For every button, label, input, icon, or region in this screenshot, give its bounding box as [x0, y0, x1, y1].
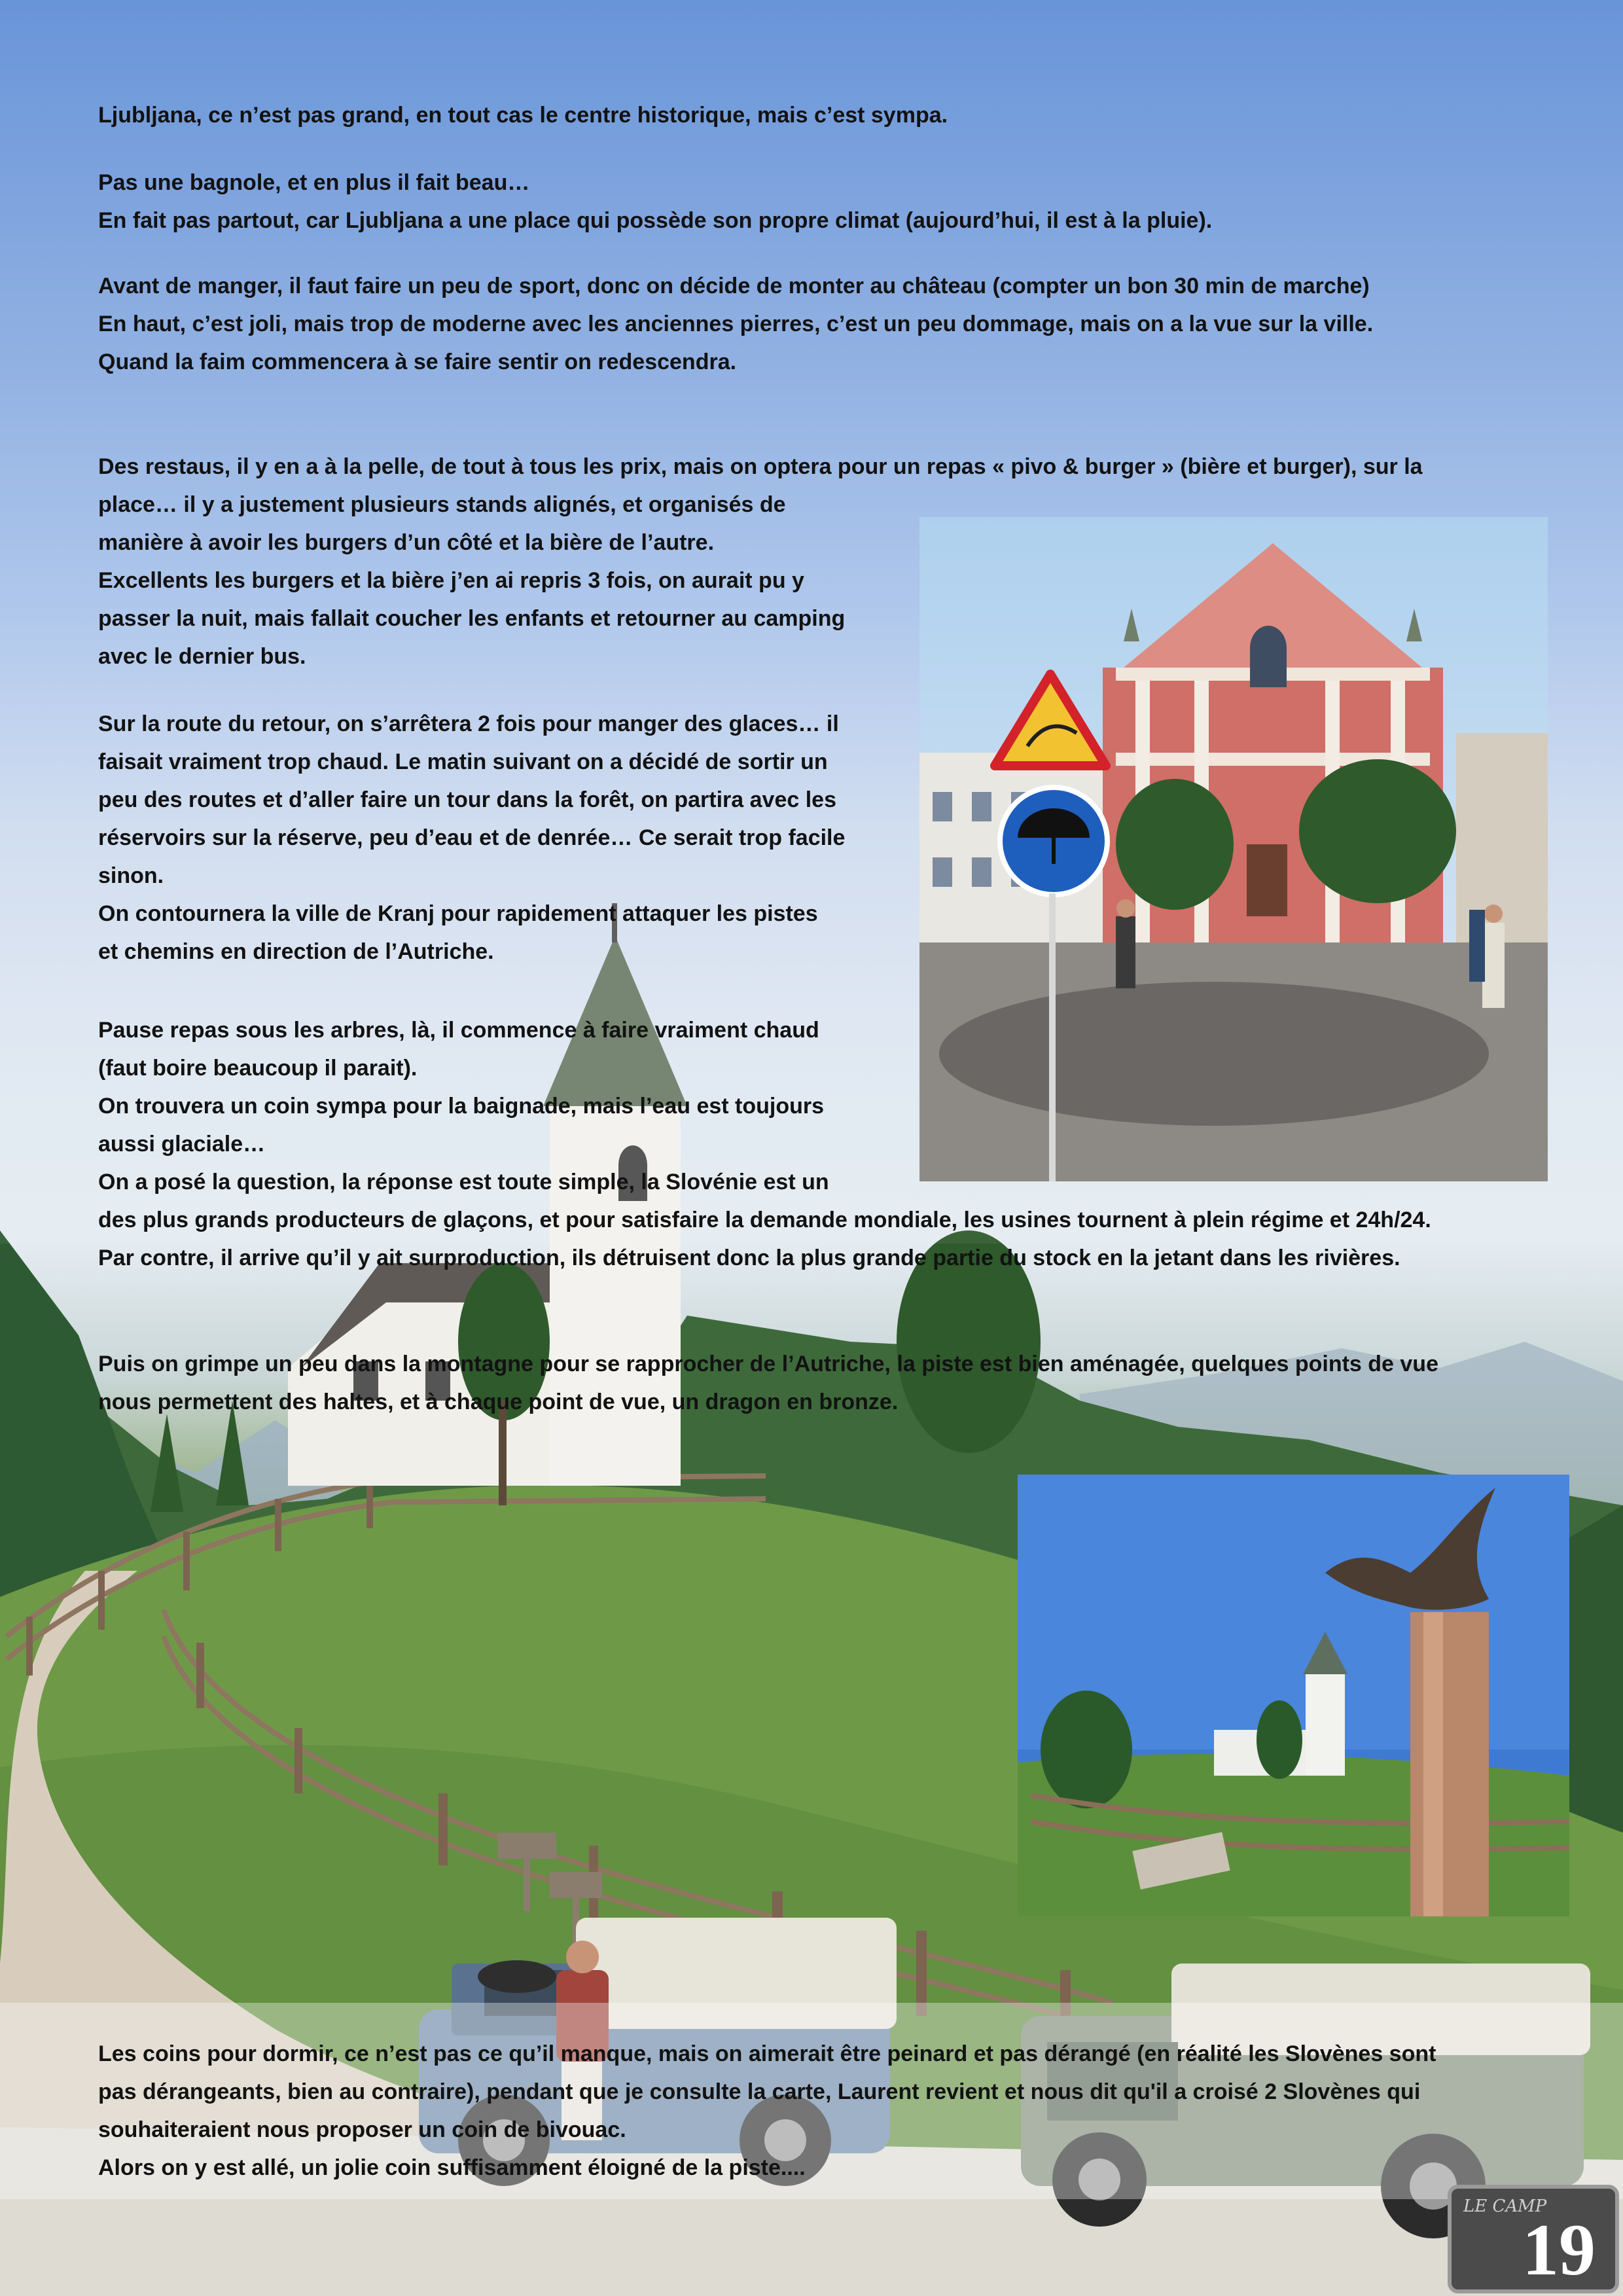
text-line: On a posé la question, la réponse est toute simple, la Slovénie est un: [98, 1170, 829, 1194]
page-number-badge: [1448, 2185, 1619, 2293]
text-line: Des restaus, il y en a à la pelle, de tout à tous les prix, mais on optera pour un repas « pivo & burger » (bière et burger), sur la: [98, 454, 1423, 479]
page-number: 19: [1522, 2210, 1596, 2291]
paragraph-return-route: [98, 705, 845, 971]
paragraph-lunch-break: [98, 1011, 1431, 1277]
text-line: place… il y a justement plusieurs stands alignés, et organisés de: [98, 492, 786, 517]
text-line: Sur la route du retour, on s’arrêtera 2 fois pour manger des glaces… il: [98, 711, 839, 736]
paragraph-restaurants: [98, 448, 1423, 675]
text-line: Les coins pour dormir, ce n’est pas ce qu’il manque, mais on aimerait être peinard et pas dérangé (en réalité les Slovènes sont: [98, 2041, 1436, 2066]
text-line: des plus grands producteurs de glaçons, et pour satisfaire la demande mondiale, les usines tournent à plein régime et 24h/24.: [98, 1208, 1431, 1232]
text-line: souhaiteraient nous proposer un coin de bivouac.: [98, 2117, 626, 2142]
text-line: En fait pas partout, car Ljubljana a une place qui possède son propre climat (aujourd’hui, il est à la pluie).: [98, 208, 1213, 233]
text-line: Puis on grimpe un peu dans la montagne pour se rapprocher de l’Autriche, la piste est bien aménagée, quelques points de vue: [98, 1352, 1438, 1376]
text-line: On trouvera un coin sympa pour la baignade, mais l’eau est toujours: [98, 1094, 825, 1119]
text-line: aussi glaciale…: [98, 1132, 266, 1157]
paragraph-ljubljana-intro: [98, 96, 948, 134]
text-line: sinon.: [98, 863, 164, 888]
paragraph-castle: [98, 267, 1373, 381]
paragraph-weather: [98, 164, 1212, 240]
text-line: Alors on y est allé, un jolie coin suffisamment éloigné de la piste....: [98, 2155, 806, 2180]
text-line: manière à avoir les burgers d’un côté et la bière de l’autre.: [98, 530, 715, 555]
text-line: peu des routes et d’aller faire un tour dans la forêt, on partira avec les: [98, 787, 836, 812]
paragraph-bivouac: [98, 2035, 1436, 2187]
text-line: Pause repas sous les arbres, là, il commence à faire vraiment chaud: [98, 1018, 819, 1043]
badge-logo: LE CAMP: [1463, 2197, 1547, 2216]
text-line: nous permettent des haltes, et à chaque point de vue, un dragon en bronze.: [98, 1390, 899, 1414]
tree: [1257, 1700, 1302, 1779]
text-line: passer la nuit, mais fallait coucher les enfants et retourner au camping: [98, 606, 846, 631]
text-line: On contournera la ville de Kranj pour rapidement attaquer les pistes: [98, 901, 818, 926]
text-line: Quand la faim commencera à se faire sentir on redescendra.: [98, 350, 737, 374]
tree: [1041, 1691, 1132, 1808]
text-line: faisait vraiment trop chaud. Le matin suivant on a décidé de sortir un: [98, 749, 828, 774]
text-line: Pas une bagnole, et en plus il fait beau…: [98, 170, 530, 195]
text-line: pas dérangeants, bien au contraire), pendant que je consulte la carte, Laurent revient et nous dit qu'il a croisé 2 Slovènes qui: [98, 2079, 1421, 2104]
text-line: En haut, c’est joli, mais trop de moderne avec les anciennes pierres, c’est un peu dommage, mais on a la vue sur la ville.: [98, 312, 1374, 336]
text-line: Ljubljana, ce n’est pas grand, en tout cas le centre historique, mais c’est sympa.: [98, 103, 948, 128]
text-line: Excellents les burgers et la bière j’en ai repris 3 fois, on aurait pu y: [98, 568, 804, 593]
bronze-dragon-photo: [1018, 1475, 1569, 1916]
text-line: avec le dernier bus.: [98, 644, 306, 669]
text-line: et chemins en direction de l’Autriche.: [98, 939, 494, 964]
text-line: Par contre, il arrive qu’il y ait surproduction, ils détruisent donc la plus grande partie du stock en la jetant dans les rivières.: [98, 1246, 1400, 1270]
text-line: Avant de manger, il faut faire un peu de sport, donc on décide de monter au château (compter un bon 30 min de marche): [98, 274, 1370, 298]
text-line: réservoirs sur la réserve, peu d’eau et de denrée… Ce serait trop facile: [98, 825, 846, 850]
paragraph-mountain-climb: [98, 1345, 1438, 1421]
text-line: (faut boire beaucoup il parait).: [98, 1056, 418, 1081]
